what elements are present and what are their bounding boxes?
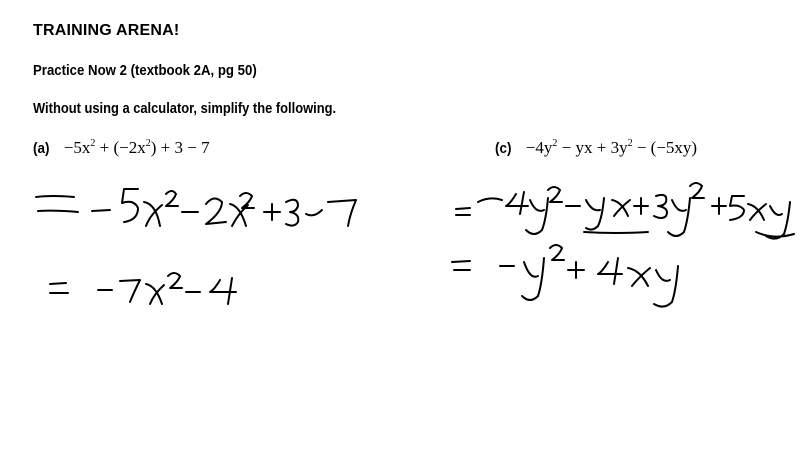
question-a-label: (a) [33,140,50,157]
instruction-text: Without using a calculator, simplify the following. [33,100,337,117]
working-c-line-2 [452,245,678,307]
working-c-line-1 [456,183,794,239]
question-a-expression: $-5x^2 + (-2x^2) + 3 - 7$ [63,138,210,157]
working-a-line-2 [50,273,236,304]
question-c-label: (c) [495,140,512,157]
working-a-line-1 [36,189,356,226]
page-title: TRAINING ARENA! [33,22,180,39]
page-subtitle: Practice Now 2 (textbook 2A, pg 50) [33,62,257,79]
question-c-expression: $-4y^2$ − yx + $3y^2 - (-5xy)$ [525,138,698,157]
